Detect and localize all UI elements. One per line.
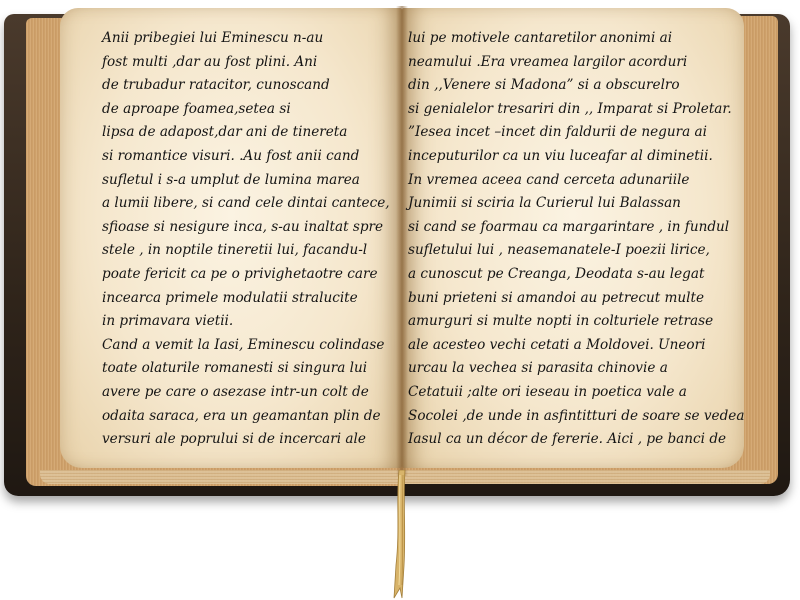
text-line: Cand a vemit la Iasi, Eminescu colindase	[102, 336, 385, 353]
text-line: Iasul ca un décor de fererie. Aici , pe banci de	[408, 431, 727, 448]
text-line: a cunoscut pe Creanga, Deodata s-au legat	[408, 266, 705, 282]
text-line: si genialelor tresariri din ,, Imparat si Proletar.	[408, 100, 732, 117]
text-line: stele , in noptile tineretii lui, facandu-l	[102, 242, 368, 259]
text-line: incearca primele modulatii stralucite	[102, 289, 358, 306]
text-line: Socolei ,de unde in asfintitturi de soare se vedea	[408, 407, 745, 424]
text-line: fost multi ,dar au fost plini. Ani	[102, 53, 318, 70]
text-line: si cand se foarmau ca margarintare , in fundul	[408, 218, 730, 235]
text-line: Junimii si sciria la Curierul lui Balassan	[408, 195, 681, 212]
text-line: sufletului lui , neasemanatele-I poezii lirice,	[408, 242, 710, 259]
text-line: urcau la vechea si parasita chinovie a	[408, 360, 668, 377]
text-line: inceputurilor ca un viu luceafar al diminetii.	[408, 148, 713, 164]
text-line: de trubadur ratacitor, cunoscand	[102, 77, 330, 94]
text-line: versuri ale poprului si de incercari ale	[102, 431, 366, 448]
text-line: sfioase si nesigure inca, s-au inaltat spre	[102, 218, 384, 235]
text-line: Cetatuii ;alte ori ieseau in poetica vale a	[408, 384, 687, 400]
bookmark-ribbon-icon	[390, 470, 416, 600]
text-line: Anii pribegiei lui Eminescu n-au	[102, 30, 324, 46]
text-line: In vremea aceea cand cerceta adunariile	[408, 171, 690, 188]
text-line: din ,,Venere si Madona” si a obscurelro	[408, 77, 680, 94]
text-line: poate fericit ca pe o privighetaotre care	[102, 266, 378, 282]
text-line: si romantice visuri. .Au fost anii cand	[102, 148, 360, 164]
text-line: lui pe motivele cantaretilor anonimi ai	[408, 30, 673, 46]
text-line: ale acesteo vechi cetati a Moldovei. Uneori	[408, 336, 706, 353]
text-line: in primavara vietii.	[102, 313, 234, 330]
text-line: toate olaturile romanesti si singura lui	[102, 360, 368, 377]
text-line: neamului .Era vreamea largilor acorduri	[408, 53, 688, 70]
text-line: amurguri si multe nopti in colturiele retrase	[408, 313, 714, 330]
text-line: odaita saraca, era un geamantan plin de	[102, 407, 381, 424]
text-line: de aproape foamea,setea si	[102, 100, 291, 117]
text-line: avere pe care o asezase intr-un colt de	[102, 384, 369, 400]
text-line: a lumii libere, si cand cele dintai cantece,	[102, 195, 390, 212]
book-spine	[396, 6, 408, 476]
text-line: sufletul i s-a umplut de lumina marea	[102, 171, 360, 188]
text-line: ”Iesea incet –incet din faldurii de negura ai	[408, 124, 707, 141]
text-line: buni prieteni si amandoi au petrecut multe	[408, 289, 705, 306]
text-line: lipsa de adapost,dar ani de tinereta	[102, 124, 348, 141]
